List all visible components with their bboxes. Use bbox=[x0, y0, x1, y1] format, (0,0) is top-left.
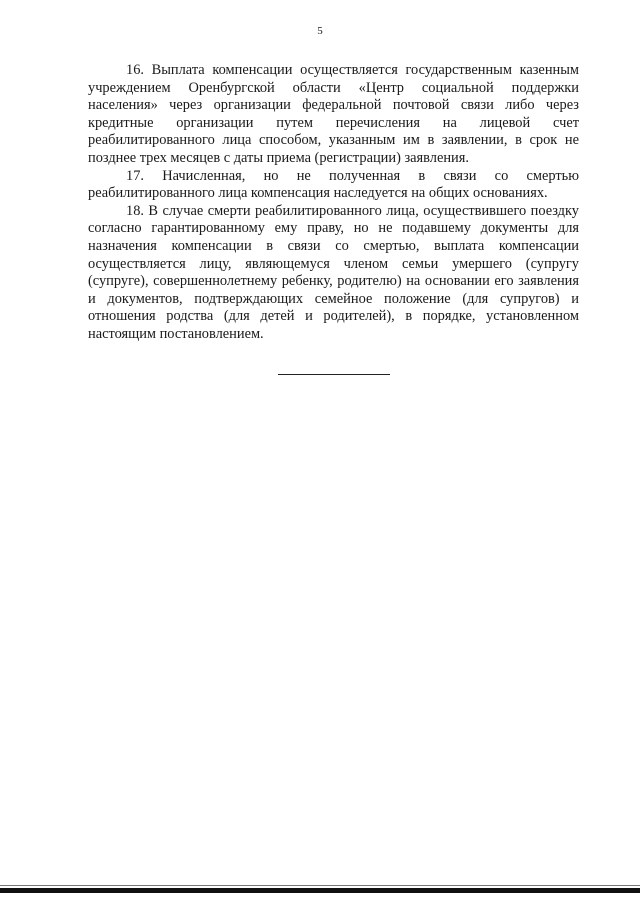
scan-edge-bar bbox=[0, 888, 640, 893]
paragraph-17: 17. Начисленная, но не полученная в связи со смертью реабилитированного лица компенсация наследуется на общих основаниях. bbox=[88, 167, 579, 202]
scan-edge-thin-line bbox=[0, 885, 640, 886]
paragraph-16: 16. Выплата компенсации осуществляется государственным казенным учреждением Оренбургской области «Центр социальной поддержки населения» через организации федеральной почтовой связи либо через кредитные организации путем перечисления на лицевой счет реабилитированного лица способом, указанным им в заявлении, в срок не позднее трех месяцев с даты приема (регистрации) заявления. bbox=[88, 62, 579, 166]
end-divider-line bbox=[278, 374, 390, 375]
paragraph-18: 18. В случае смерти реабилитированного лица, осуществившего поездку согласно гарантированному ему праву, но не подавшему документы для назначения компенсации в связи со смертью, выплата компенсации осуществляется лицу, являющемуся членом семьи умершего (супругу (супруге), совершеннолетнему ребенку, родителю) на основании его заявления и документов, подтверждающих семейное положение (для супругов) и отношения родства (для детей и родителей), в порядке, установленном настоящим постановлением. bbox=[88, 202, 579, 342]
document-body bbox=[88, 62, 579, 344]
page-number: 5 bbox=[317, 25, 323, 37]
